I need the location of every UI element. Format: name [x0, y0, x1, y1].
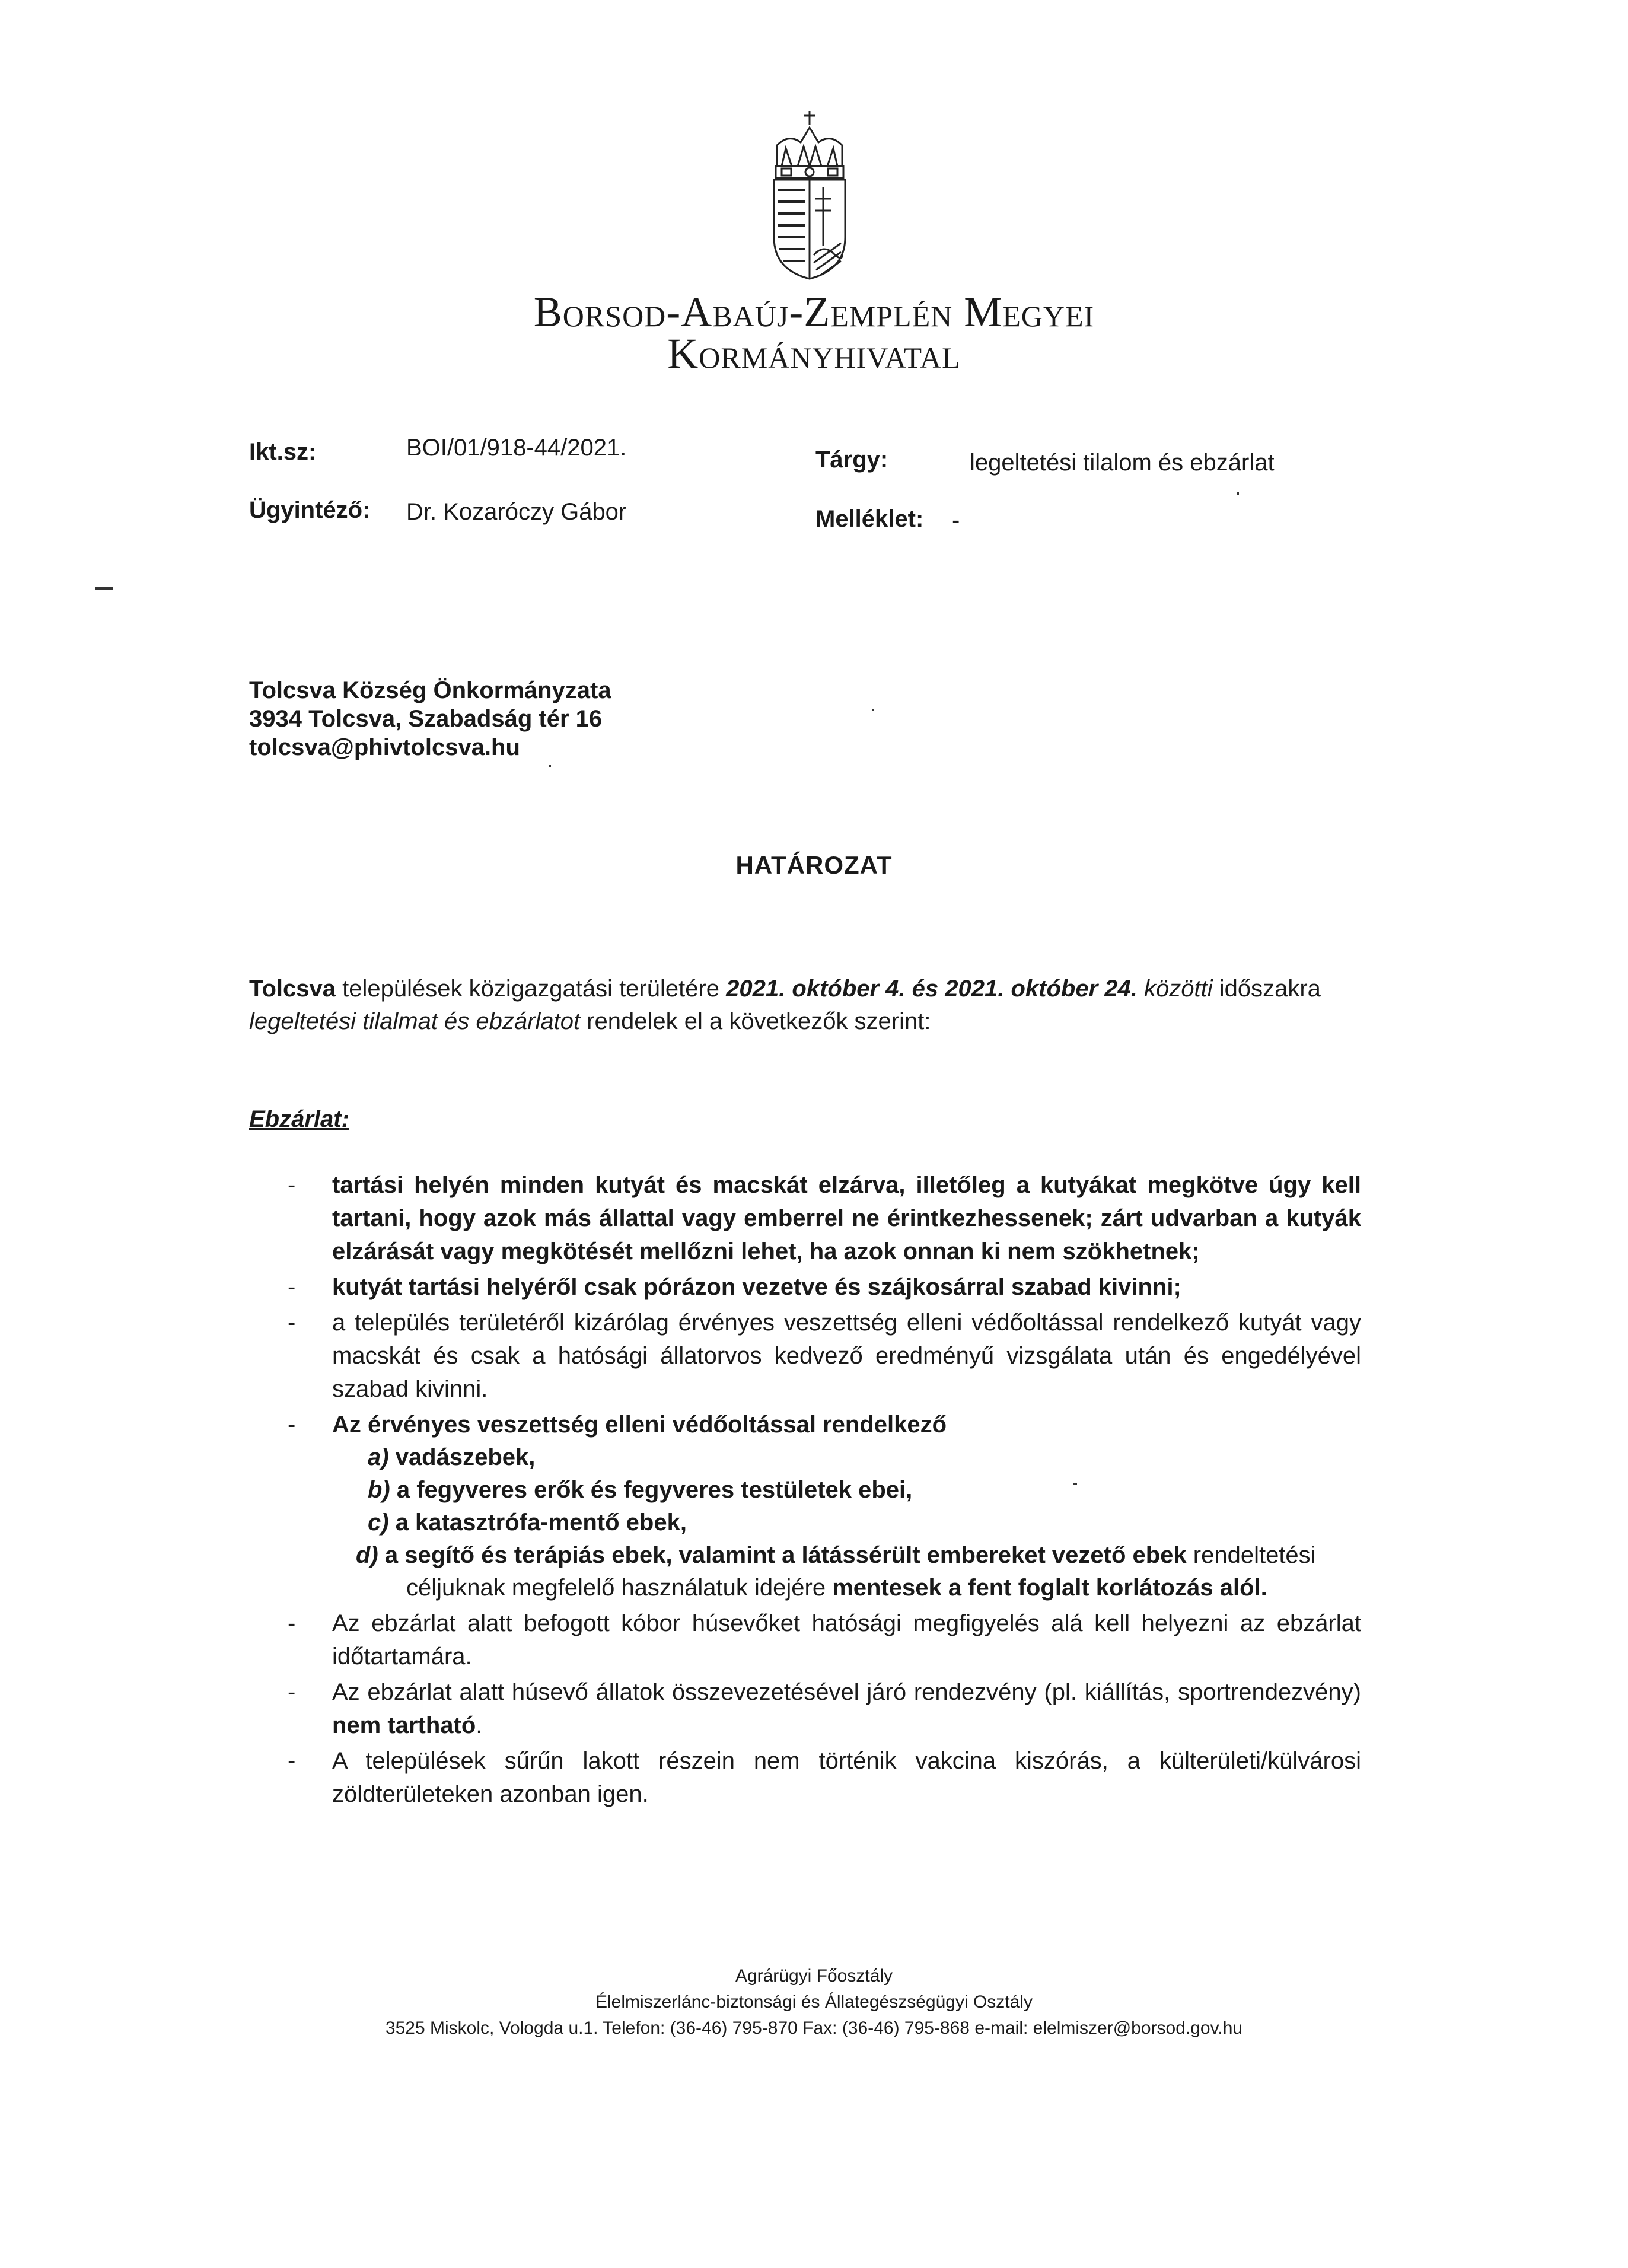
document-title: HATÁROZAT	[735, 851, 893, 879]
melleklet-value: -	[952, 507, 960, 533]
scan-mark	[1237, 492, 1239, 495]
sub-letter: d)	[356, 1542, 378, 1568]
scan-mark	[1073, 1483, 1077, 1485]
list-item-text: Az ebzárlat alatt befogott kóbor húsevőket hatósági megfigyelés alá kell helyezni az ebzárlat időtartamára.	[332, 1610, 1361, 1670]
scan-mark	[95, 587, 113, 590]
sub-item-d	[332, 1539, 1361, 1604]
recipient-email: tolcsva@phivtolcsva.hu	[249, 734, 520, 760]
list-item-text: A települések sűrűn lakott részein nem történik vakcina kiszórás, a külterületi/külvárosi zöldterületeken azonban igen.	[332, 1748, 1361, 1807]
sub-text: a katasztrófa-mentő ebek,	[388, 1509, 687, 1536]
list-item	[288, 1306, 1361, 1406]
list-item-text: tartási helyén minden kutyát és macskát elzárva, illetőleg a kutyákat megkötve úgy kell tartani, hogy azok más állattal vagy emberrel ne érintkezhessenek; zárt udvarban a kutyák elzárását vagy megkötését mellőzni lehet, ha azok onnan ki nem szökhetnek;	[332, 1172, 1361, 1264]
list-dash: -	[288, 1274, 296, 1300]
list-item	[288, 1744, 1361, 1811]
sub-letter: a)	[368, 1444, 389, 1470]
sub-text: a fegyveres erők és fegyveres testületek ebei,	[390, 1477, 913, 1503]
footer-contact: 3525 Miskolc, Vologda u.1. Telefon: (36-46) 795-870 Fax: (36-46) 795-868 e-mail: elelmiszer@borsod.gov.hu	[385, 2018, 1243, 2038]
list-item-end: .	[476, 1712, 483, 1738]
recipient-street: 3934 Tolcsva, Szabadság tér 16	[249, 706, 603, 732]
list-item-text: a település területéről kizárólag érvényes veszettség elleni védőoltással rendelkező kutyát vagy macskát és csak a hatósági állatorvos kedvező eredményű vizsgálata után és engedélyével szabad kivinni.	[332, 1310, 1361, 1402]
list-dash: -	[288, 1172, 296, 1198]
sub-text: rendeltetési	[1186, 1542, 1316, 1568]
sub-letter: c)	[368, 1509, 389, 1536]
intro-place: Tolcsva	[249, 976, 336, 1002]
intro-dates: 2021. október 4. és 2021. október 24.	[726, 976, 1138, 1002]
sub-letter: b)	[368, 1477, 390, 1503]
list-item	[288, 1168, 1361, 1268]
sub-text-bold: a segítő és terápiás ebek, valamint a látássérült embereket vezető ebek	[378, 1542, 1187, 1568]
sub-item-c	[332, 1506, 1361, 1539]
sub-item-a	[332, 1441, 1361, 1474]
targy-label: Tárgy:	[815, 447, 888, 473]
list-item	[288, 1408, 1361, 1604]
intro-text-1: települések közigazgatási területére	[336, 976, 727, 1002]
list-item	[288, 1607, 1361, 1673]
sub-text-bold-cont: mentesek a fent foglalt korlátozás alól.	[832, 1575, 1267, 1601]
ugyintezo-value: Dr. Kozaróczy Gábor	[406, 499, 627, 525]
restriction-list	[288, 1168, 1361, 1813]
list-item-bold: nem tartható	[332, 1712, 476, 1738]
footer-division: Élelmiszerlánc-biztonsági és Állategészségügyi Osztály	[595, 1992, 1033, 2012]
intro-paragraph	[249, 973, 1358, 1038]
scan-mark	[549, 765, 551, 767]
intro-measures: legeltetési tilalmat és ebzárlatot	[249, 1008, 581, 1034]
recipient-name: Tolcsva Község Önkormányzata	[249, 677, 611, 703]
targy-value: legeltetési tilalom és ebzárlat	[970, 450, 1275, 476]
intro-text-4: rendelek el a következők szerint:	[580, 1008, 931, 1034]
list-item	[288, 1675, 1361, 1742]
recipient-address	[249, 676, 611, 762]
melleklet-label: Melléklet:	[815, 506, 924, 532]
section-title-ebzarlat: Ebzárlat:	[249, 1106, 349, 1132]
iktsz-value: BOI/01/918-44/2021.	[406, 435, 627, 461]
list-item-text: kutyát tartási helyéről csak pórázon vezetve és szájkosárral szabad kivinni;	[332, 1274, 1181, 1300]
ugyintezo-label: Ügyintéző:	[249, 497, 371, 523]
organization-name-line1: Borsod-Abaúj-Zemplén Megyei	[533, 288, 1095, 336]
hungarian-coat-of-arms-icon	[765, 110, 854, 282]
sub-text-cont: céljuknak megfelelő használatuk idejére	[406, 1575, 833, 1601]
organization-name-line2: Kormányhivatal	[667, 330, 961, 377]
list-item	[288, 1270, 1361, 1304]
sub-text: vadászebek,	[388, 1444, 536, 1470]
iktsz-label: Ikt.sz:	[249, 439, 317, 465]
list-item-text: Az érvényes veszettség elleni védőoltással rendelkező	[332, 1412, 947, 1438]
intro-text-2: közötti	[1137, 976, 1213, 1002]
list-dash: -	[288, 1610, 296, 1636]
list-dash: -	[288, 1748, 296, 1774]
scan-mark	[872, 709, 874, 711]
sub-item-b	[332, 1474, 1361, 1506]
list-dash: -	[288, 1310, 296, 1336]
footer-department: Agrárügyi Főosztály	[735, 1966, 893, 1986]
intro-text-3: időszakra	[1212, 976, 1321, 1002]
list-dash: -	[288, 1679, 296, 1705]
list-dash: -	[288, 1412, 296, 1438]
list-item-text: Az ebzárlat alatt húsevő állatok összevezetésével járó rendezvény (pl. kiállítás, sportrendezvény)	[332, 1679, 1361, 1705]
